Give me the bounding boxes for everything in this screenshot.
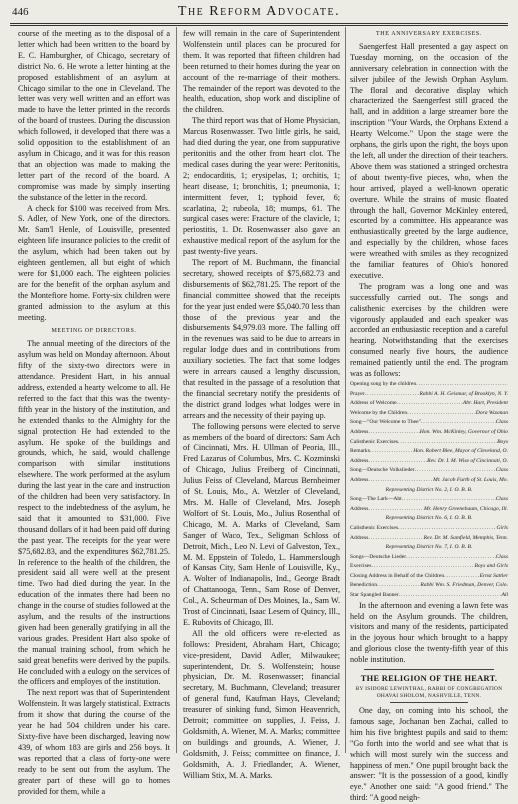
article-title: THE RELIGION OF THE HEART. (360, 674, 498, 684)
program-item (350, 591, 508, 601)
program-item-performer: Girls (496, 524, 508, 531)
leader-dots (368, 505, 424, 515)
paragraph: In the afternoon and evening a lawn fete was held on the Asylum grounds. The children, visitors and many of the residents, participated in the joyous hour which brought to a happy and glorious close the twenty-fifth year of this noble institution. (350, 600, 508, 665)
header-rule-bottom (10, 25, 508, 26)
leader-dots (371, 562, 474, 572)
paragraph: One day, on coming into his school, the famous sage, Jochanan ben Zachai, called to him his five brightest pupils and said to them: "Go forth into the world and see what that is which will most surely win the success and happiness of men." One pupil brought back the answer: "It is the possession of a good, kindly eye." Another one said: "A good friend." The third: "A good neigh- (350, 706, 508, 803)
program-item (350, 543, 508, 553)
paragraph: All the old officers were re-elected as follows: President, Abraham Hart, Chicago; vice-president, David Adler, Milwaukee; superintendent, Dr. S. Wolfenstein; house physician, Dr. M. Rosenwasser; financial secretary, M. Buchmann, Cleveland; treasurer of general fund, Kaufman Hays, Cleveland; treasurer of sinking fund, Simon Heavenrich, Detroit; committee on supplies, J. Feiss, J. Goldsmith, A. Wiener, M. A. Marks; committee on buildings and grounds, A. Wiener, J. Goldsmith, J. Feiss; committee on finance, J. Goldsmith, A. J. Friedlander, A. Wiener, William Stix, M. A. Marks. (183, 628, 340, 780)
program-item-label: Closing Address in Behalf of the Children (350, 572, 445, 579)
leader-dots (406, 553, 495, 563)
paragraph: Saengerfest Hall presented a gay aspect on Tuesday morning, on the occasion of the anniversary celebration in connection with the silver jubilee of the Jewish Orphan Asylum. The floral and decorative display which characterized the Saengerfest still graced the hall, and in addition a large streamer bore the inscription "Your Wards, the Orphans Extend a Hearty Welcome." Upon the stage were the orphans, the girls upon the right, the boys upon the left, all under the direction of their teachers. Above them was stationed a stringed orchestra of about twenty-five pieces, who, when the hour arrived, played a well-known operatic overture. While the strains of music floated through the hall, Governor McKinley entered, escorted by a committee. His appearance was enthusiastically greeted by the large audience, and especially by the children, whose faces were wreathed with smiles as they recognized the familiar features of Ohio's honored executive. (350, 41, 508, 280)
page-header (0, 0, 518, 22)
article-separator (390, 702, 468, 703)
program-item-performer: Class (495, 553, 508, 560)
program-item-label: Prayer (350, 390, 365, 397)
program-item (350, 390, 508, 400)
program-item-label: Song—Deutsche Volkslieder (350, 467, 415, 474)
paragraph: A check for $100 was received from Mrs. S. Adler, of New York, one of the directors. Mr. Sam'l Henle, of Louisville, presented eighteen life insurance policies to the credit of the asylum, which had been taken out by eighteen gentlemen, all but eight of which were for $1,000 each. The eighteen policies are for the benefit of the orphan asylum and the Montefiore home. Forty-six children were granted admission to the asylum at this meeting. (18, 203, 170, 322)
leader-dots (415, 466, 496, 476)
leader-dots (416, 380, 508, 390)
paragraph: The following persons were elected to serve as members of the board of directors: Sam Ach of Cincinnati, Mrs. H. Ullman of Peoria, Ill., Fred Lazarus of Columbus, Mrs. C. Kozminski of Chicago, Julius Freiberg of Cincinnati, Julius Feiss of Cleveland, Marcus Bernheimer of St. Louis, Mo., A. Wetzler of Cleveland, Mrs. M. Halle of Cleveland, Mrs. Joseph Wolfort of St. Louis, Mo., Julius Rosenthal of Chicago, M. A. Marks of Cleveland, Sam Sanger of Waco, Tex., Seligman Schloss of Detroit, Mich., Leo N. Levi of Galveston, Tex., M. M. Eppstein of Toledo, L. Hammerslough of Kansas City, Sam Henle of Louisville, Ky., A. Wolter of Indianapolis, Ind., George Bradt of Chattanooga, Tenn., Sam Rose of Denver, Col., A. Scheurman of Des Moines, Ia., Sam W. Trost of Cincinnati, Isaac Lesem of Quincy, Ill., E. Rubovits of Chicago, Ill. (183, 421, 340, 627)
program-item (350, 524, 508, 534)
program-item (350, 466, 508, 476)
program-item-performer: Class (495, 419, 508, 426)
program-item (350, 514, 508, 524)
leader-dots (402, 495, 496, 505)
program-item-performer: Class (495, 467, 508, 474)
program-item (350, 534, 508, 544)
column-middle (183, 29, 340, 782)
program-item-performer: Boys (497, 438, 508, 445)
program-item-label: Songs—Deutsche Lieder (350, 553, 407, 560)
program-item-performer: Rabbi A. H. Geismar, of Brooklyn, N. Y. (419, 390, 508, 397)
program-item (350, 495, 508, 505)
program-list (350, 380, 508, 601)
program-item-performer: Rabbi Wm. S. Friedman, Denver, Colo. (420, 582, 508, 589)
program-item-performer: Class (495, 496, 508, 503)
paragraph: The next report was that of Superintendent Wolfenstein. It was largely statistical. Extracts from it show that during the course of the year he had 504 children under his care. Sixty-five have been discharged, leaving now 439, of whom 183 are girls and 256 boys. It was reported that a class of forty-one were ready to be sent out from the asylum. The greater part of these will go to homes provided for them, while a (18, 688, 170, 796)
header-rule-top (10, 23, 508, 24)
leader-dots (368, 476, 433, 486)
leader-dots (407, 409, 476, 419)
program-item (350, 562, 508, 572)
program-item (350, 399, 508, 409)
leader-dots (397, 399, 463, 409)
leader-dots (421, 418, 496, 428)
program-item-performer: All (501, 592, 508, 599)
masthead-title: The Reform Advocate. (177, 4, 341, 19)
paragraph: few will remain in the care of Superintendent Wolfenstein until places can be procured for them. It was reported that fifteen children had been returned to their homes during the year on account of the re-marriage of their mothers. The remainder of the report was devoted to the health, education, shop work and discipline of the children. (183, 29, 340, 115)
program-item-label: Address (350, 457, 369, 464)
paragraph: The report of M. Buchmann, the financial secretary, showed receipts of $75,682.73 and disbursements of $62,781.25. The report of the financial committee showed that the receipts for the year just ended were $5,040.70 less than those of the previous year and the disbursements $4,979.03 more. The falling off in the revenues was said to be due to arrears in regular lodge dues and in contributions from auxiliary societies. The fact that some lodges were in arrears caused a lengthy discussion, that resulted in the passage of a resolution that the financial secretary notify the presidents of the district grand lodges what lodges were in arrears and the necessity of their paying up. (183, 258, 340, 420)
program-item (350, 447, 508, 457)
program-item-performer: Mr. Henry Greenebaum, Chicago, Ill. (424, 505, 508, 512)
section-heading: MEETING OF DIRECTORS. (51, 328, 137, 335)
program-note: Representing District No. 2, I. O. B. B. (385, 486, 473, 493)
program-item-label: Calisthenic Exercises (350, 438, 398, 445)
program-item-performer: Boys and Girls (474, 563, 508, 570)
program-note: Representing District No. 6, I. O. B. B. (385, 515, 473, 522)
leader-dots (398, 524, 496, 534)
program-item-performer: Mr. Jacob Furth of St. Louis, Mo. (433, 476, 508, 483)
leader-dots (368, 457, 427, 467)
program-item-performer: Rev. Dr. I. M. Wise of Cincinnati, O. (427, 457, 508, 464)
paragraph: course of the meeting as to the disposal of a letter which had been written to the board by E. C. Hamburgher, of Chicago, secretary of district No. 6. He wrote a letter hinting at the proposed establishment of an asylum at Chicago similar to the one in Cleveland. The letter was very well written and an effort was made to have the letter printed in the records of the board of trustees. During the discussion which followed, it developed that there was a solid opposition to the establishment of an asylum in Chicago, and it was for this reason that an objection was made to making the letter part of the record of the board. A compromise was made by simply inserting the substance of the letter in the record. (18, 29, 170, 202)
program-item (350, 457, 508, 467)
leader-dots (398, 438, 497, 448)
program-item (350, 581, 508, 591)
byline-line: OHAVAI SHOLOM, NASHVILLE, TENN. (376, 693, 482, 699)
program-item-label: Opening song by the children (350, 381, 417, 387)
program-item-label: Remarks (350, 448, 370, 455)
paragraph: The third report was that of Home Physician, Marcus Rosenwasser. Two little girls, he said, had died during the year, one from suppurative peritonitis and the other from heart clot. The medical cases during the year were: Peritonitis, 2; endocarditis, 1; erysipelas, 1; orchitis, 1; heart disease, 1; bronchitis, 1; pneumonia, 1; intermittent fever, 1; typhoid fever, 6; scarlatina, 2; rubeola, 18; mumps, 61. The surgical cases were: Fracture of the clavicle, 1; periostitis, 1. Dr. Rosenwasser also gave an exhaustive medical report of the asylum for the past twenty-five years. (183, 116, 340, 257)
program-item (350, 418, 508, 428)
program-item-label: Calisthenic Exercises (350, 524, 398, 531)
program-item (350, 572, 508, 582)
program-item-label: Address (350, 505, 369, 512)
leader-dots (444, 572, 479, 582)
article-separator (364, 669, 494, 670)
program-item (350, 428, 508, 438)
program-item-performer: Hon. Robert Blee, Mayor of Cleveland, O. (413, 448, 508, 455)
program-note: Representing District No. 7, I. O. B. B. (385, 544, 473, 551)
column-right (350, 29, 508, 804)
program-item-label: Address (350, 534, 369, 541)
column-divider (176, 27, 177, 753)
program-item-label: Benediction (350, 582, 378, 589)
article-byline (350, 686, 508, 700)
program-item-label: Address (350, 428, 369, 435)
paragraph: The program was a long one and was successfully carried out. The songs and calisthenic exercises by the children were vigorously applauded and each speaker was accorded an enthusiastic reception and a careful hearing. Notwithstanding that the exercises consumed nearly five hours, the audience remained patiently until the end. The program was as follows: (350, 281, 508, 379)
program-item (350, 505, 508, 515)
program-item-performer: Ernst Sattler (479, 572, 508, 579)
program-item-performer: Abr. Hart, President (462, 400, 508, 407)
program-item-label: Exercises (350, 563, 372, 570)
column-left (18, 29, 170, 797)
column-divider (345, 27, 346, 753)
program-item (350, 438, 508, 448)
leader-dots (370, 447, 413, 457)
section-heading: THE ANNIVERSARY EXERCISES. (376, 31, 482, 37)
program-item (350, 486, 508, 496)
leader-dots (377, 581, 420, 591)
program-item-performer: Dora Waxman (475, 409, 508, 416)
program-item-label: Song—The Lark—Abt (350, 496, 402, 503)
program-item-performer: Rev. Dr. M. Samfield, Memphis, Tenn. (423, 534, 508, 541)
program-item-label: Star Spangled Banner (350, 592, 399, 599)
program-item (350, 553, 508, 563)
leader-dots (368, 428, 419, 438)
program-item (350, 409, 508, 419)
leader-dots (368, 534, 423, 544)
program-item-label: Address (350, 476, 369, 483)
program-item (350, 476, 508, 486)
program-item (350, 380, 508, 390)
program-item-performer: Hon. Wm. McKinley, Governor of Ohio (419, 428, 508, 435)
paragraph: The annual meeting of the directors of the asylum was held on Monday afternoon. About fifty of the sixty-two directors were in attendance. President Hart, in his annual address, extended a hearty welcome to all. He referred to the fact that this was the twenty-fifth year in the history of the institution, and he extended thanks to the Almighty for the signal protection He had extended to the asylum. He spoke of the buildings and grounds, which, he said, would challenge comparison with similar institutions elsewhere. The work performed at the asylum during the last year in the care and instruction of the children had been very satisfactory. In respect to the indebtedness of the asylum, he said that it amounted to $31,000. Five thousand dollars of it had been paid off during the past year. The receipts for the year were $75,682.83, and the expenditures $62,781.25. In reference to the health of the children, the president said all were well at the present time. Two had died during the year. In the education of the inmates there had been no change in the course of studies followed at the asylum, and the results of the instructions given had been generally gratifying in all the various grades. President Hart also spoke of the manual training school, from which he said great benefits were derived by the pupils. He concluded with a eulogy on the services of the officers and employes of the institution. (18, 339, 170, 687)
byline-line: BY ISIDORE LEWINTHAL, RABBI OF CONGREGATION (355, 686, 503, 692)
program-item-label: Address of Welcome (350, 400, 397, 407)
leader-dots (365, 390, 420, 400)
page-number: 446 (12, 6, 29, 18)
leader-dots (399, 591, 502, 601)
program-item-label: Song—"Our Welcome to Thee" (350, 419, 421, 426)
program-item-label: Welcome by the Children (350, 409, 408, 416)
